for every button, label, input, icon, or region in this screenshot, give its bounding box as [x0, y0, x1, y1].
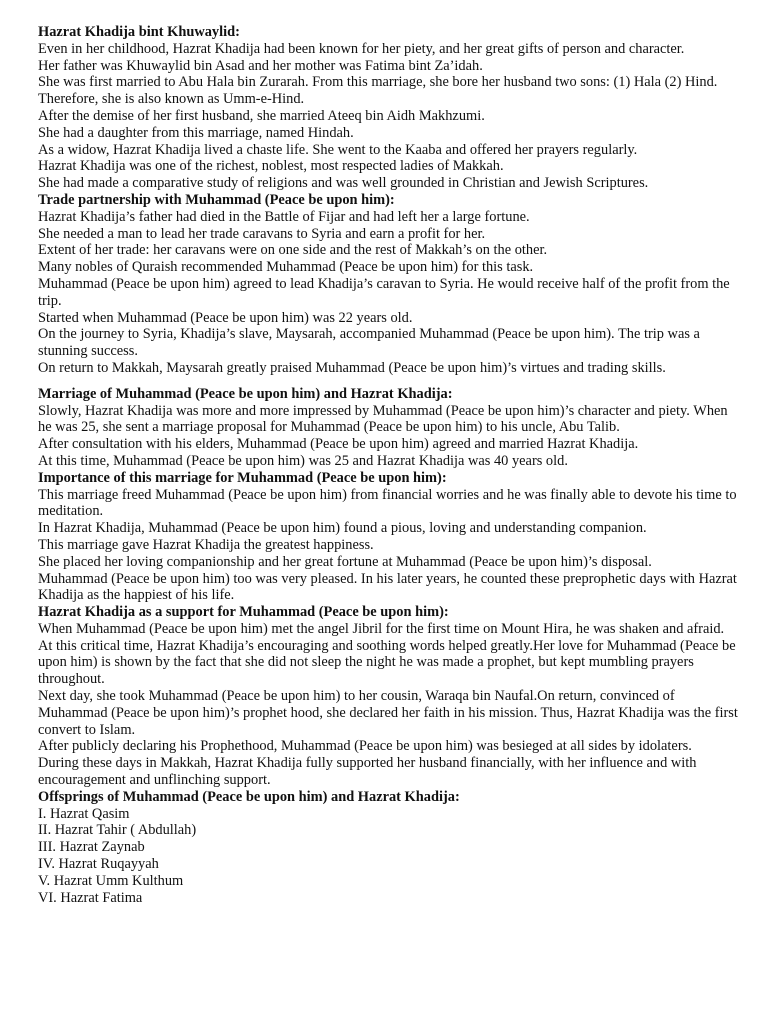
- paragraph: Muhammad (Peace be upon him) agreed to lead Khadija’s caravan to Syria. He would receive half of the profit from the trip.: [38, 275, 730, 309]
- paragraph: Muhammad (Peace be upon him) too was very pleased. In his later years, he counted these preprophetic days with Hazrat Khadija as the happiest of his life.: [38, 570, 737, 604]
- paragraph: Her father was Khuwaylid bin Asad and her mother was Fatima bint Za’idah.: [38, 57, 483, 74]
- paragraph: This marriage freed Muhammad (Peace be upon him) from financial worries and he was finally able to devote his time to meditation.: [38, 486, 737, 520]
- list-item: V. Hazrat Umm Kulthum: [38, 872, 184, 889]
- list-item: III. Hazrat Zaynab: [38, 839, 145, 856]
- list-item: I. Hazrat Qasim: [38, 805, 130, 822]
- section-heading: Trade partnership with Muhammad (Peace be upon him):: [38, 191, 395, 208]
- paragraph: During these days in Makkah, Hazrat Khadija fully supported her husband financially, with her influence and with encouragement and unflinching support.: [38, 755, 697, 789]
- section-heading: Hazrat Khadija as a support for Muhammad (Peace be upon him):: [38, 604, 449, 621]
- paragraph: In Hazrat Khadija, Muhammad (Peace be upon him) found a pious, loving and understanding companion.: [38, 520, 647, 537]
- paragraph: On return to Makkah, Maysarah greatly praised Muhammad (Peace be upon him)’s virtues and trading skills.: [38, 359, 666, 376]
- section-heading: Hazrat Khadija bint Khuwaylid:: [38, 24, 240, 40]
- paragraph: She needed a man to lead her trade caravans to Syria and earn a profit for her.: [38, 225, 486, 242]
- paragraph: Hazrat Khadija’s father had died in the Battle of Fijar and had left her a large fortune.: [38, 208, 530, 225]
- list-item: VI. Hazrat Fatima: [38, 889, 143, 906]
- paragraph: Many nobles of Quraish recommended Muhammad (Peace be upon him) for this task.: [38, 259, 534, 276]
- paragraph: After publicly declaring his Prophethood, Muhammad (Peace be upon him) was besieged at all sides by idolaters.: [38, 738, 692, 755]
- paragraph: She had made a comparative study of religions and was well grounded in Christian and Jewish Scriptures.: [38, 175, 649, 192]
- paragraph: She placed her loving companionship and her great fortune at Muhammad (Peace be upon him)’s disposal.: [38, 553, 652, 570]
- paragraph: Extent of her trade: her caravans were on one side and the rest of Makkah’s on the other.: [38, 242, 548, 259]
- paragraph: Hazrat Khadija was one of the richest, noblest, most respected ladies of Makkah.: [38, 158, 504, 175]
- paragraph: When Muhammad (Peace be upon him) met the angel Jibril for the first time on Mount Hira, he was shaken and afraid.: [38, 620, 725, 637]
- list-item: II. Hazrat Tahir ( Abdullah): [38, 822, 197, 839]
- section-heading: Offsprings of Muhammad (Peace be upon him) and Hazrat Khadija:: [38, 788, 460, 805]
- paragraph: After consultation with his elders, Muhammad (Peace be upon him) agreed and married Hazrat Khadija.: [38, 436, 639, 453]
- paragraph: She was first married to Abu Hala bin Zurarah. From this marriage, she bore her husband two sons: (1) Hala (2) Hind. Therefore, she is also known as Umm-e-Hind.: [38, 74, 718, 108]
- paragraph: On the journey to Syria, Khadija’s slave, Maysarah, accompanied Muhammad (Peace be upon him). The trip was a stunning success.: [38, 326, 700, 360]
- section-spacer: [38, 377, 738, 386]
- document-page: [38, 24, 738, 906]
- paragraph: This marriage gave Hazrat Khadija the greatest happiness.: [38, 536, 374, 553]
- paragraph: She had a daughter from this marriage, named Hindah.: [38, 124, 354, 141]
- offspring-list: [38, 806, 738, 907]
- paragraph: As a widow, Hazrat Khadija lived a chaste life. She went to the Kaaba and offered her prayers regularly.: [38, 141, 638, 158]
- paragraph: Next day, she took Muhammad (Peace be upon him) to her cousin, Waraqa bin Naufal.On return, convinced of Muhammad (Peace be upon him)’s prophet hood, she declared her faith in his mission. Thus, Hazrat Khadija was the first convert to Islam.: [38, 688, 738, 738]
- paragraph: After the demise of her first husband, she married Ateeq bin Aidh Makhzumi.: [38, 107, 485, 124]
- list-item: IV. Hazrat Ruqayyah: [38, 856, 159, 873]
- section-heading: Marriage of Muhammad (Peace be upon him) and Hazrat Khadija:: [38, 385, 453, 402]
- paragraph: Slowly, Hazrat Khadija was more and more impressed by Muhammad (Peace be upon him)’s character and piety. When he was 25, she sent a marriage proposal for Muhammad (Peace be upon him) to his uncle, Abu Talib.: [38, 402, 728, 436]
- paragraph: At this time, Muhammad (Peace be upon him) was 25 and Hazrat Khadija was 40 years old.: [38, 452, 568, 469]
- paragraph: Even in her childhood, Hazrat Khadija had been known for her piety, and her great gifts of person and character.: [38, 40, 685, 57]
- paragraph: Started when Muhammad (Peace be upon him) was 22 years old.: [38, 309, 413, 326]
- section-heading: Importance of this marriage for Muhammad (Peace be upon him):: [38, 469, 447, 486]
- paragraph: At this critical time, Hazrat Khadija’s encouraging and soothing words helped greatly.Her love for Muhammad (Peace be upon him) is shown by the fact that she did not sleep the night he was made a prophet, but kept mumbling prayers throughout.: [38, 637, 736, 688]
